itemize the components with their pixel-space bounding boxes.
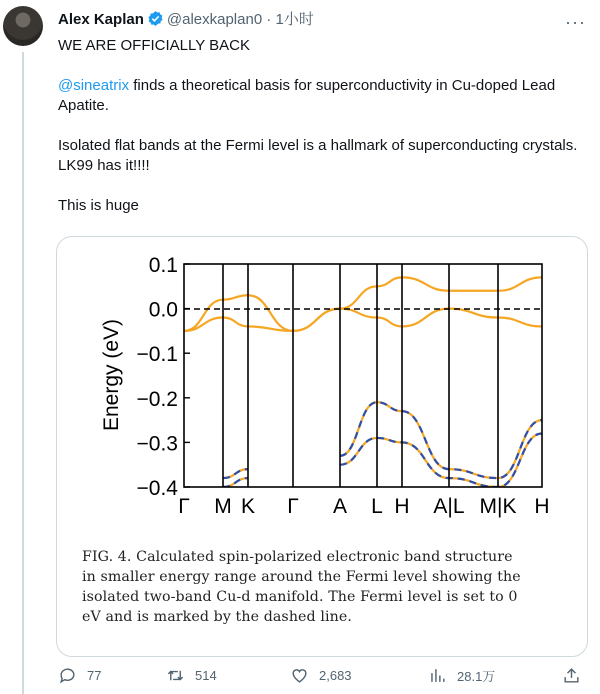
separator-dot: · (266, 11, 272, 28)
band-up-line (184, 309, 542, 331)
band-structure-chart (57, 237, 587, 537)
x-tick-label: A (332, 495, 348, 518)
reply-button[interactable] (58, 666, 101, 685)
x-tick-label: M (214, 495, 232, 518)
tweet-time[interactable]: 1小时 (275, 11, 314, 28)
ellipsis-icon[interactable]: ··· (565, 12, 586, 32)
caption-line-1: FIG. 4. Calculated spin-polarized electronic band structure (82, 549, 513, 565)
views-count: 28.1万 (457, 669, 496, 684)
caption-line-3: isolated two-band Cu-d manifold. The Fermi level is set to 0 (82, 589, 518, 605)
tweet-line-2 (58, 76, 578, 116)
tweet-line-1: WE ARE OFFICIALLY BACK (58, 37, 250, 54)
views-button[interactable] (428, 666, 495, 685)
author-name[interactable]: Alex Kaplan (58, 11, 144, 28)
tweet-line-2-rest: finds a theoretical basis for superconductivity in Cu-doped Lead Apatite. (58, 77, 556, 114)
band-up-line (340, 433, 542, 487)
action-bar (58, 666, 588, 690)
like-count: 2,683 (319, 668, 352, 683)
y-tick-label: −0.3 (136, 432, 178, 456)
y-tick-label: −0.4 (136, 477, 178, 500)
y-tick-label: −0.2 (136, 387, 178, 411)
retweet-icon (166, 666, 185, 685)
views-icon (428, 666, 447, 685)
figure-caption (82, 547, 582, 627)
avatar[interactable] (3, 6, 43, 46)
x-tick-label: K (240, 495, 256, 518)
y-axis-label: Energy (eV) (100, 318, 123, 432)
y-tick-label: 0.0 (148, 298, 178, 322)
reply-icon (58, 666, 77, 685)
caption-line-2: in smaller energy range around the Fermi level showing the (82, 569, 521, 585)
like-button[interactable] (290, 666, 352, 685)
mention-link[interactable]: @sineatrix (58, 77, 130, 94)
tweet-text (58, 36, 578, 216)
author-handle[interactable]: @alexkaplan0 (166, 11, 263, 28)
retweet-button[interactable] (166, 666, 217, 685)
media-card[interactable] (56, 236, 588, 657)
verified-icon (147, 10, 164, 27)
x-tick-label: Γ (178, 495, 190, 518)
tweet-line-3: Isolated flat bands at the Fermi level is a hallmark of superconducting crystals. LK99 has it!!!! (58, 137, 578, 174)
x-tick-label: H (534, 495, 550, 518)
retweet-count: 514 (195, 668, 217, 683)
share-button[interactable] (562, 666, 581, 685)
y-tick-label: −0.1 (136, 343, 178, 367)
heart-icon (290, 666, 309, 685)
tweet-line-4: This is huge (58, 197, 139, 214)
x-tick-label: L (371, 495, 383, 518)
caption-line-4: eV and is marked by the dashed line. (82, 609, 352, 625)
x-tick-label: A|L (433, 495, 465, 518)
share-icon (562, 666, 581, 685)
thread-line (22, 52, 24, 694)
x-tick-label: Γ (287, 495, 299, 518)
tweet-header (58, 10, 314, 30)
x-tick-label: M|K (479, 495, 517, 518)
reply-count: 77 (87, 668, 102, 683)
y-tick-label: 0.1 (148, 254, 178, 277)
x-tick-label: H (394, 495, 410, 518)
